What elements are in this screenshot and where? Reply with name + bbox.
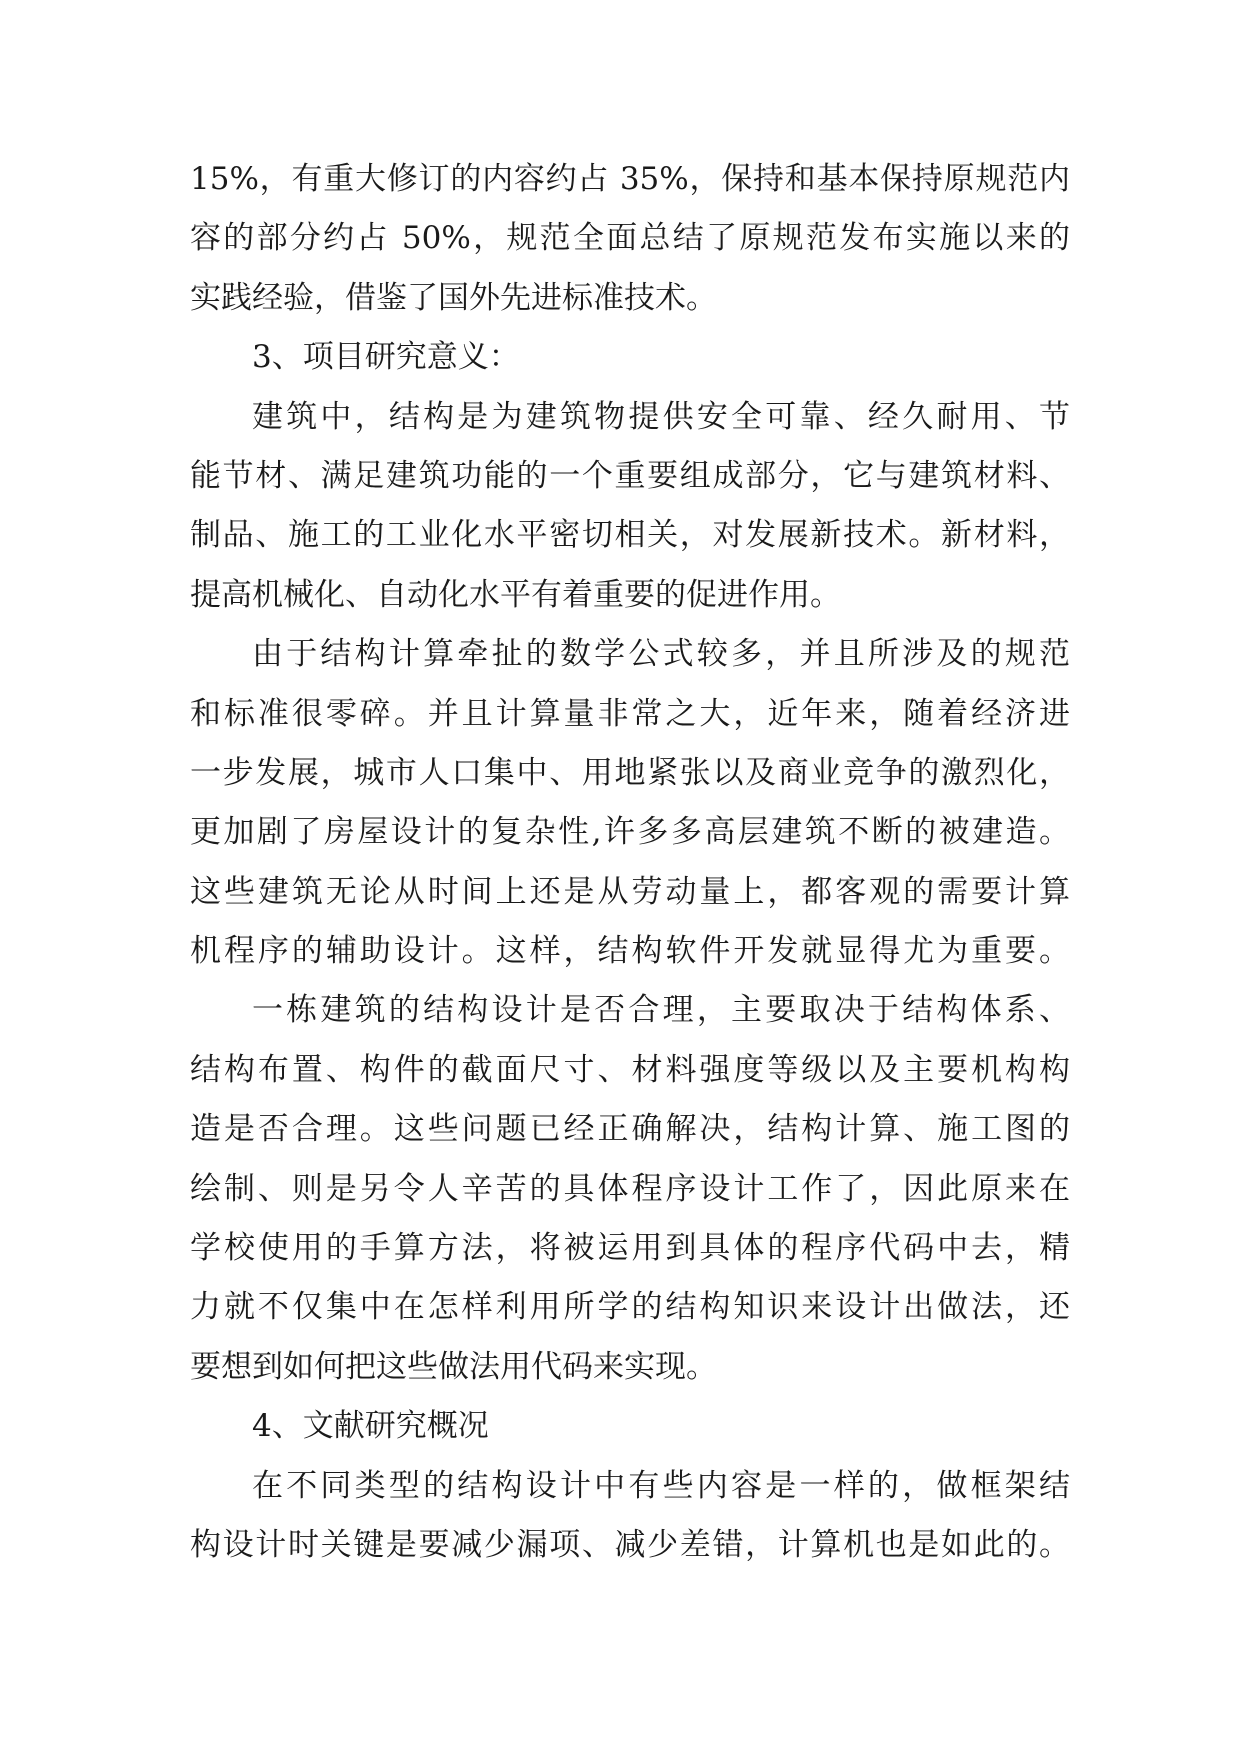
text-line: 4、文献研究概况 (252, 1408, 489, 1445)
text-line: 造是否合理。这些问题已经正确解决，结构计算、施工图的 (190, 1111, 1070, 1148)
text-line: 建筑中，结构是为建筑物提供安全可靠、经久耐用、节 (252, 398, 1070, 435)
text-line: 3、项目研究意义： (252, 339, 520, 376)
text-line: 学校使用的手算方法，将被运用到具体的程序代码中去，精 (190, 1230, 1070, 1267)
text-line: 由于结构计算牵扯的数学公式较多，并且所涉及的规范 (252, 636, 1070, 673)
text-line: 15%，有重大修订的内容约占 35%，保持和基本保持原规范内 (190, 161, 1070, 197)
text-line: 力就不仅集中在怎样利用所学的结构知识来设计出做法，还 (190, 1289, 1070, 1326)
text-line: 一栋建筑的结构设计是否合理，主要取决于结构体系、 (252, 992, 1070, 1029)
text-line: 能节材、满足建筑功能的一个重要组成部分，它与建筑材料、 (190, 457, 1070, 494)
text-line: 在不同类型的结构设计中有些内容是一样的，做框架结 (252, 1467, 1070, 1504)
text-line: 提高机械化、自动化水平有着重要的促进作用。 (190, 576, 841, 613)
document-body (190, 150, 1070, 1575)
text-line: 和标准很零碎。并且计算量非常之大，近年来，随着经济进 (190, 695, 1070, 732)
text-line: 构设计时关键是要减少漏项、减少差错，计算机也是如此的。 (190, 1526, 1070, 1563)
text-block (190, 150, 1070, 1575)
text-line: 一步发展，城市人口集中、用地紧张以及商业竞争的激烈化， (190, 754, 1070, 791)
text-line: 更加剧了房屋设计的复杂性,许多多高层建筑不断的被建造。 (190, 814, 1070, 851)
text-line: 实践经验，借鉴了国外先进标准技术。 (190, 279, 717, 316)
text-line: 要想到如何把这些做法用代码来实现。 (190, 1348, 717, 1385)
text-line: 这些建筑无论从时间上还是从劳动量上，都客观的需要计算 (190, 873, 1070, 910)
text-line: 结构布置、构件的截面尺寸、材料强度等级以及主要机构构 (190, 1051, 1070, 1088)
text-line: 机程序的辅助设计。这样，结构软件开发就显得尤为重要。 (190, 933, 1070, 970)
text-line: 容的部分约占 50%，规范全面总结了原规范发布实施以来的 (190, 220, 1070, 257)
text-line: 绘制、则是另令人辛苦的具体程序设计工作了，因此原来在 (190, 1170, 1070, 1207)
text-line: 制品、施工的工业化水平密切相关，对发展新技术。新材料， (190, 517, 1070, 554)
